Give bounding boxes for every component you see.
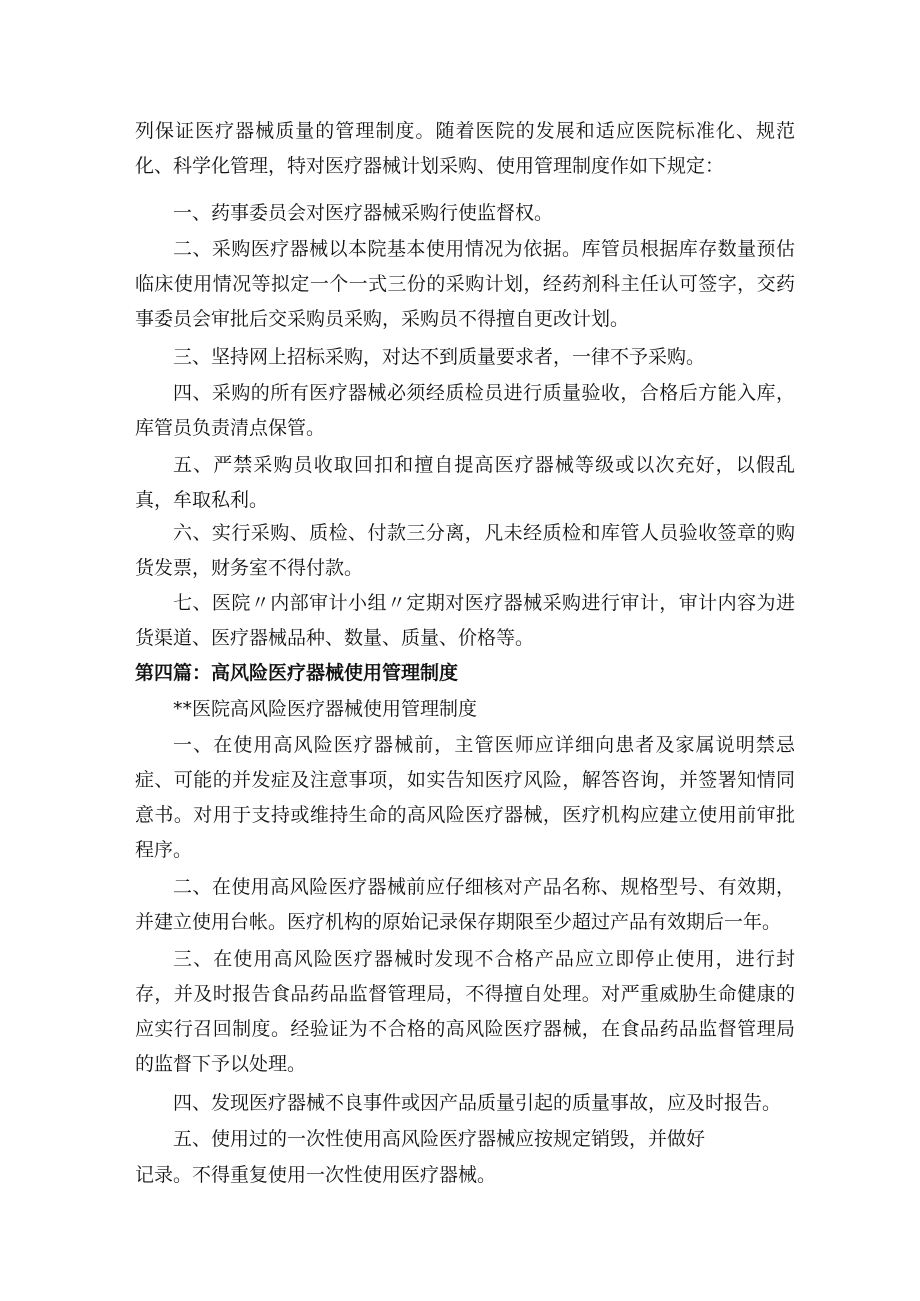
usage-rule-5-line-1: 五、使用过的一次性使用高风险医疗器械应按规定销毁，并做好: [173, 1128, 706, 1150]
section-heading: 第四篇：高风险医疗器械使用管理制度: [135, 662, 459, 684]
rule-2-paragraph: 二、采购医疗器械以本院基本使用情况为依据。库管员根据库存数量预估临床使用情况等拟定一个一式三份的采购计划，经药剂科主任认可签字，交药事委员会审批后交采购员采购，采购员不得擅自更改计划。: [135, 238, 795, 330]
rule-1-paragraph: 一、药事委员会对医疗器械采购行使监督权。: [173, 202, 554, 224]
usage-rule-5-line-2: 记录。不得重复使用一次性使用医疗器械。: [135, 1164, 497, 1186]
section-subtitle: **医院高风险医疗器械使用管理制度: [173, 698, 478, 720]
usage-rule-3-paragraph: 三、在使用高风险医疗器械时发现不合格产品应立即停止使用，进行封存，并及时报告食品药品监督管理局，不得擅自处理。对严重威胁生命健康的应实行召回制度。经验证为不合格的高风险医疗器械，在食品药品监督管理局的监督下予以处理。: [135, 948, 795, 1075]
usage-rule-2-paragraph: 二、在使用高风险医疗器械前应仔细核对产品名称、规格型号、有效期，并建立使用台帐。医疗机构的原始记录保存期限至少超过产品有效期后一年。: [135, 876, 795, 933]
rule-4-paragraph: 四、采购的所有医疗器械必须经质检员进行质量验收，合格后方能入库，库管员负责清点保管。: [135, 382, 795, 439]
rule-6-paragraph: 六、实行采购、质检、付款三分离，凡未经质检和库管人员验收签章的购货发票，财务室不得付款。: [135, 522, 795, 579]
usage-rule-1-paragraph: 一、在使用高风险医疗器械前，主管医师应详细向患者及家属说明禁忌症、可能的并发症及注意事项，如实告知医疗风险，解答咨询，并签署知情同意书。对用于支持或维持生命的高风险医疗器械，医疗机构应建立使用前审批程序。: [135, 734, 795, 861]
rule-7-paragraph: 七、医院〃内部审计小组〃定期对医疗器械采购进行审计，审计内容为进货渠道、医疗器械品种、数量、质量、价格等。: [135, 592, 795, 649]
usage-rule-4-paragraph: 四、发现医疗器械不良事件或因产品质量引起的质量事故，应及时报告。: [173, 1092, 782, 1114]
rule-5-paragraph: 五、严禁采购员收取回扣和擅自提高医疗器械等级或以次充好，以假乱真，牟取私利。: [135, 454, 795, 511]
rule-3-paragraph: 三、坚持网上招标采购，对达不到质量要求者，一律不予采购。: [173, 346, 706, 368]
intro-paragraph: 列保证医疗器械质量的管理制度。随着医院的发展和适应医院标准化、规范化、科学化管理，特对医疗器械计划采购、使用管理制度作如下规定：: [135, 120, 795, 177]
